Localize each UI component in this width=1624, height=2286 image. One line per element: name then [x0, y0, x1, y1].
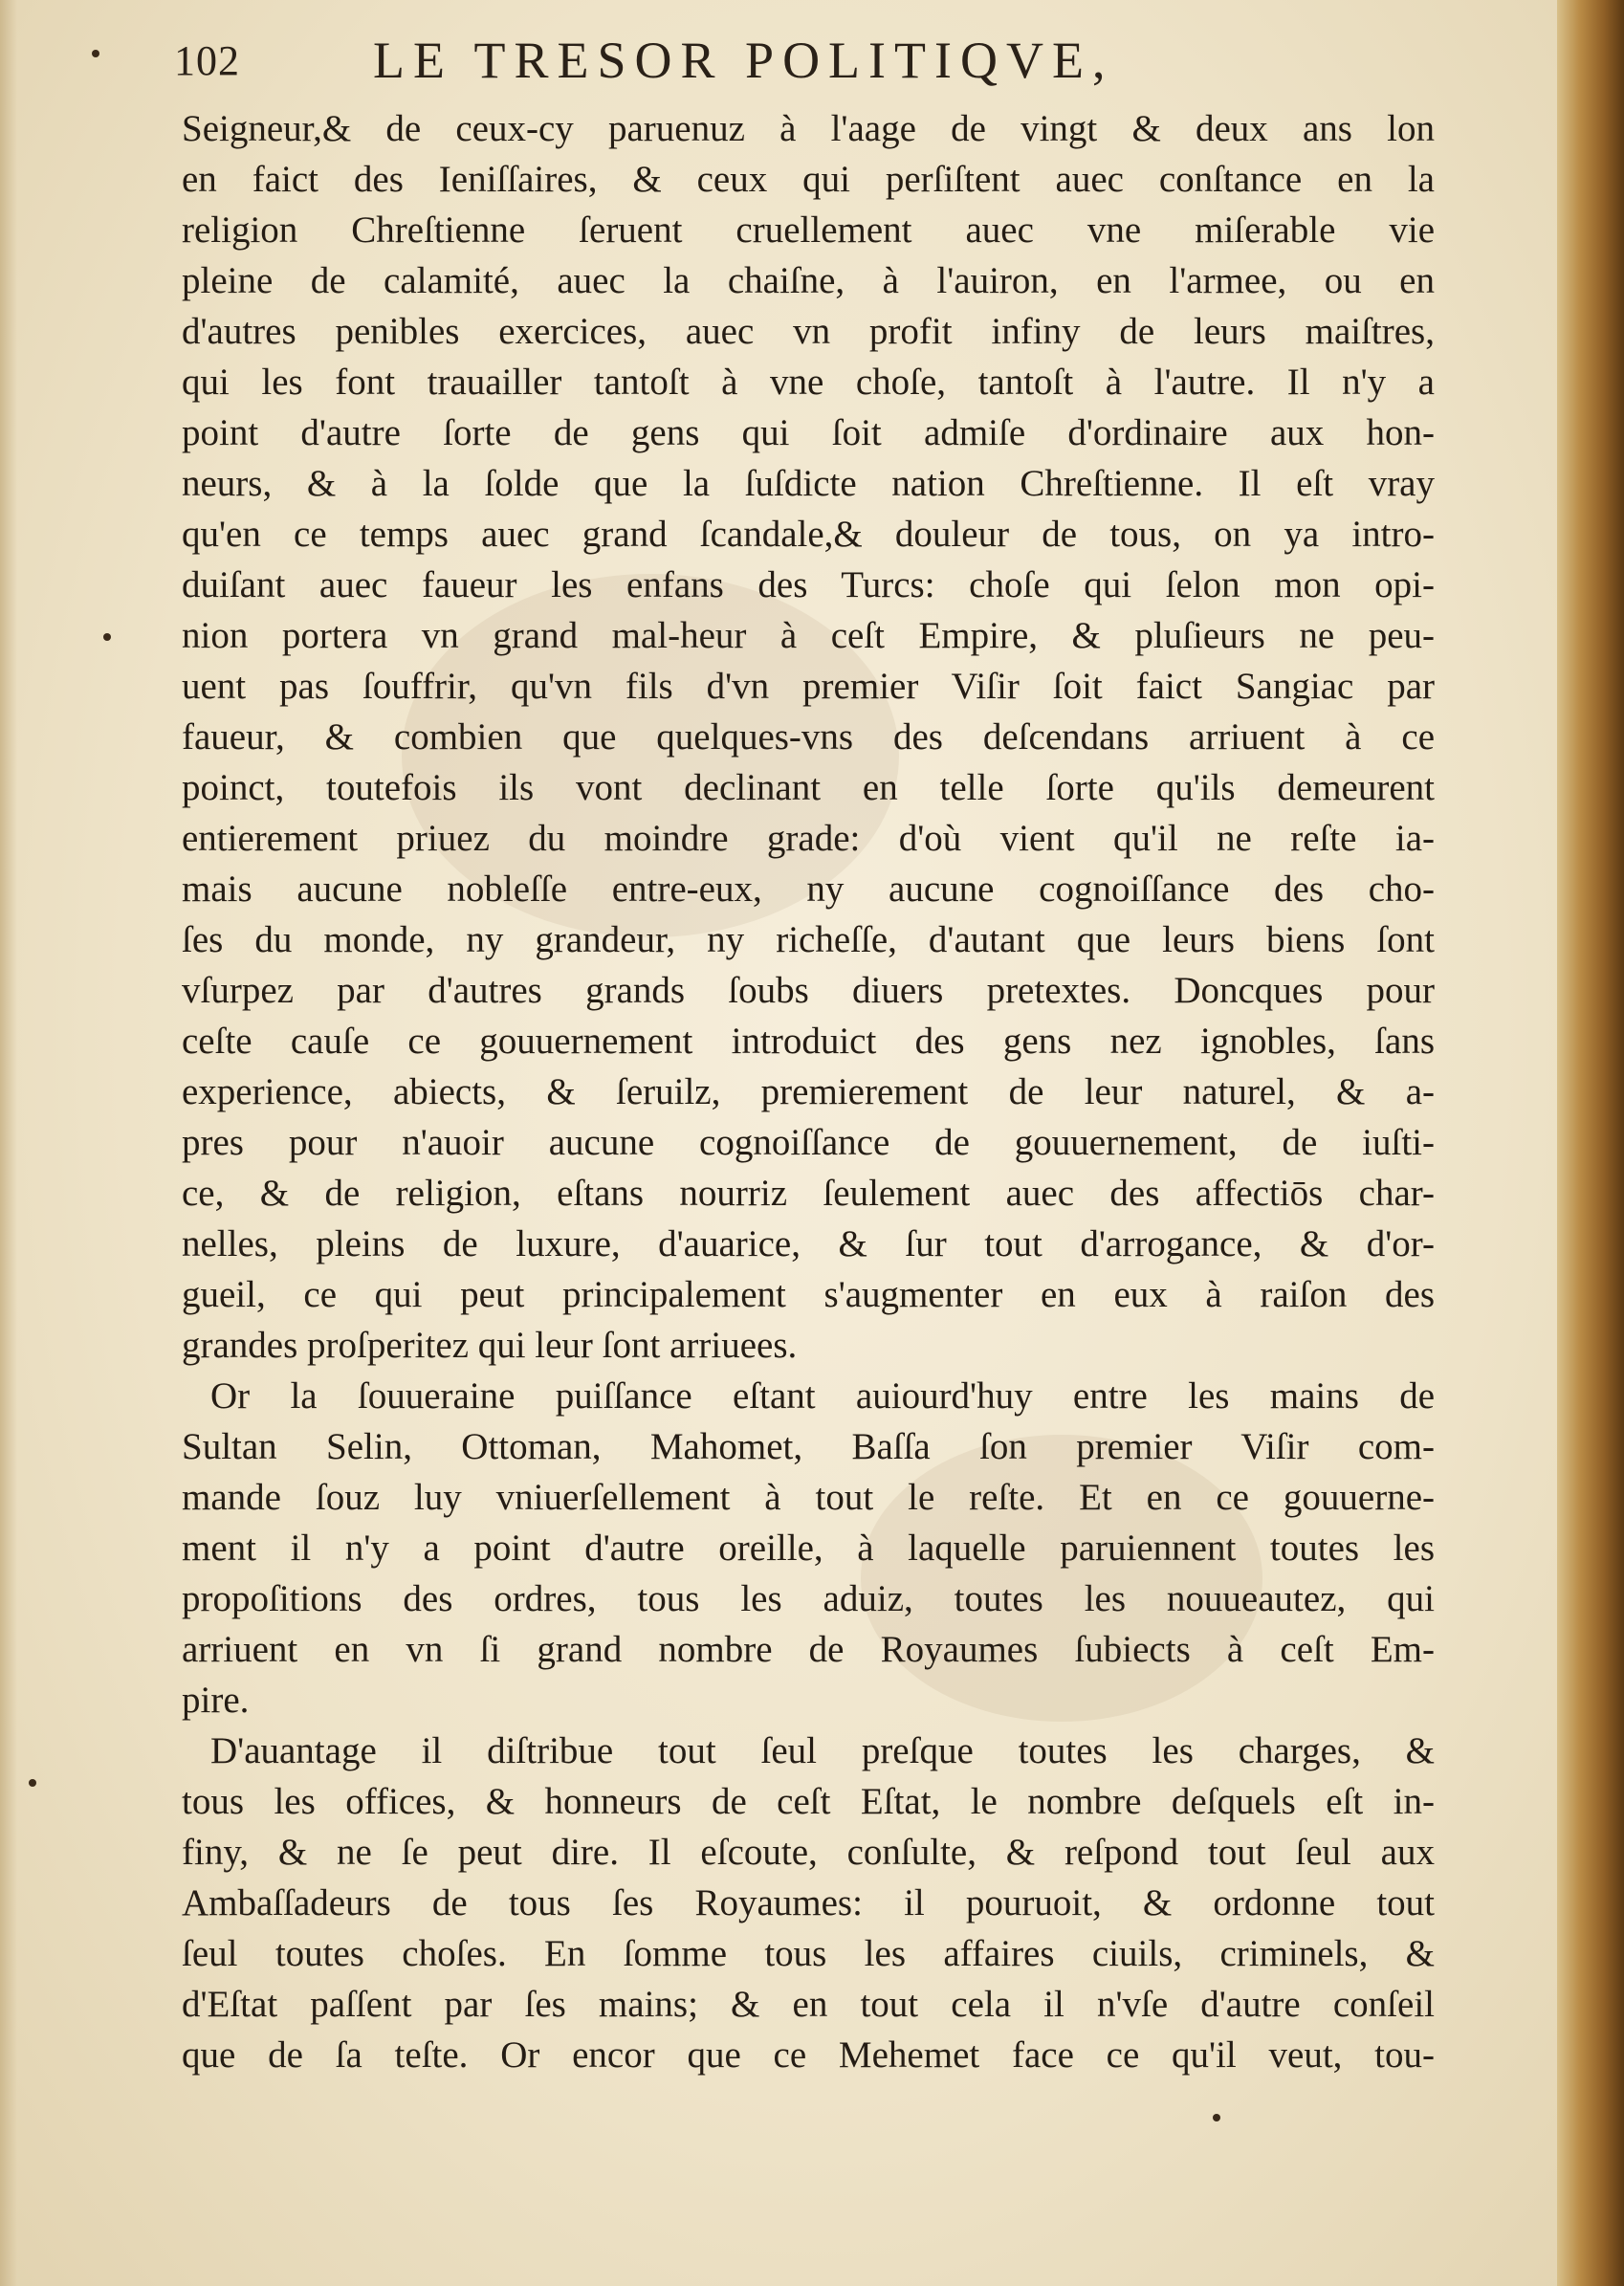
- text-line: d'Eſtat paſſent par ſes mains; & en tout cela il n'vſe d'autre conſeil: [182, 1984, 1435, 2025]
- text-line: pres pour n'auoir aucune cognoiſſance de gouuernement, de iuſti-: [182, 1122, 1435, 1163]
- running-head: [163, 23, 1234, 99]
- book-binding-edge: [1557, 0, 1624, 2286]
- text-line: que de ſa teſte. Or encor que ce Mehemet face ce qu'il veut, tou-: [182, 2034, 1435, 2076]
- text-line: Sultan Selin, Ottoman, Mahomet, Baſſa ſon premier Viſir com-: [182, 1426, 1435, 1467]
- text-line: d'autres penibles exercices, auec vn profit infiny de leurs maiſtres,: [182, 311, 1435, 352]
- text-line: point d'autre ſorte de gens qui ſoit admiſe d'ordinaire aux hon-: [182, 412, 1435, 453]
- text-line: ſes du monde, ny grandeur, ny richeſſe, d'autant que leurs biens ſont: [182, 919, 1435, 960]
- text-line: poinct, toutefois ils vont declinant en telle ſorte qu'ils demeurent: [182, 767, 1435, 808]
- text-line: duiſant auec faueur les enfans des Turcs: choſe qui ſelon mon opi-: [182, 564, 1435, 605]
- text-line: neurs, & à la ſolde que la ſuſdicte nation Chreſtienne. Il eſt vray: [182, 463, 1435, 504]
- text-line: gueil, ce qui peut principalement s'augmenter en eux à raiſon des: [182, 1274, 1435, 1315]
- text-line: Ambaſſadeurs de tous ſes Royaumes: il pouruoit, & ordonne tout: [182, 1882, 1435, 1923]
- text-line: ceſte cauſe ce gouuernement introduict des gens nez ignobles, ſans: [182, 1021, 1435, 1062]
- text-line: grandes proſperitez qui leur ſont arriuees.: [182, 1325, 798, 1366]
- text-line: entierement priuez du moindre grade: d'où vient qu'il ne reſte ia-: [182, 818, 1435, 859]
- text-line: nelles, pleins de luxure, d'auarice, & ſur tout d'arrogance, & d'or-: [182, 1223, 1435, 1264]
- body-text: [182, 103, 1435, 2080]
- text-line: nion portera vn grand mal-heur à ceſt Empire, & pluſieurs ne peu-: [182, 615, 1435, 656]
- text-line: pleine de calamité, auec la chaiſne, à l'auiron, en l'armee, ou en: [182, 260, 1435, 301]
- text-line: faueur, & combien que quelques-vns des deſcendans arriuent à ce: [182, 716, 1435, 758]
- text-line: ſeul toutes choſes. En ſomme tous les affaires ciuils, criminels, &: [182, 1933, 1435, 1974]
- text-line: qu'en ce temps auec grand ſcandale,& douleur de tous, on ya intro-: [182, 514, 1435, 555]
- page-number: 102: [174, 37, 240, 84]
- text-line: ment il n'y a point d'autre oreille, à laquelle paruiennent toutes les: [182, 1528, 1435, 1569]
- paragraph-start-line: D'auantage il diſtribue tout ſeul preſque toutes les charges, &: [210, 1730, 1435, 1771]
- ink-spot: [1213, 2114, 1220, 2121]
- text-line: arriuent en vn ſi grand nombre de Royaumes ſubiects à ceſt Em-: [182, 1629, 1435, 1670]
- running-title: LE TRESOR POLITIQVE,: [373, 32, 1114, 89]
- text-line: tous les offices, & honneurs de ceſt Eſtat, le nombre deſquels eſt in-: [182, 1781, 1435, 1822]
- text-line: experience, abiects, & ſeruilz, premierement de leur naturel, & a-: [182, 1071, 1435, 1112]
- text-line: propoſitions des ordres, tous les aduiz, toutes les nouueautez, qui: [182, 1578, 1435, 1619]
- text-line: mais aucune nobleſſe entre-eux, ny aucune cognoiſſance des cho-: [182, 868, 1435, 910]
- ink-spot: [103, 633, 111, 641]
- paragraph-start-line: Or la ſouueraine puiſſance eſtant auiourd'huy entre les mains de: [210, 1375, 1435, 1417]
- ink-spot: [92, 50, 99, 57]
- ink-spot: [29, 1779, 36, 1787]
- text-line: qui les font trauailler tantoſt à vne choſe, tantoſt à l'autre. Il n'y a: [182, 362, 1435, 403]
- text-line: religion Chreſtienne ſeruent cruellement auec vne miſerable vie: [182, 209, 1435, 251]
- text-line: uent pas ſouffrir, qu'vn fils d'vn premier Viſir ſoit faict Sangiac par: [182, 666, 1435, 707]
- text-line: mande ſouz luy vniuerſellement à tout le reſte. Et en ce gouuerne-: [182, 1477, 1435, 1518]
- text-line: en faict des Ieniſſaires, & ceux qui perſiſtent auec conſtance en la: [182, 159, 1435, 200]
- text-line: Seigneur,& de ceux-cy paruenuz à l'aage de vingt & deux ans lon: [182, 108, 1435, 149]
- text-line: vſurpez par d'autres grands ſoubs diuers pretextes. Doncques pour: [182, 970, 1435, 1011]
- text-line: ce, & de religion, eſtans nourriz ſeulement auec des affectiōs char-: [182, 1173, 1435, 1214]
- text-line: finy, & ne ſe peut dire. Il eſcoute, conſulte, & reſpond tout ſeul aux: [182, 1832, 1435, 1873]
- text-line: pire.: [182, 1680, 250, 1721]
